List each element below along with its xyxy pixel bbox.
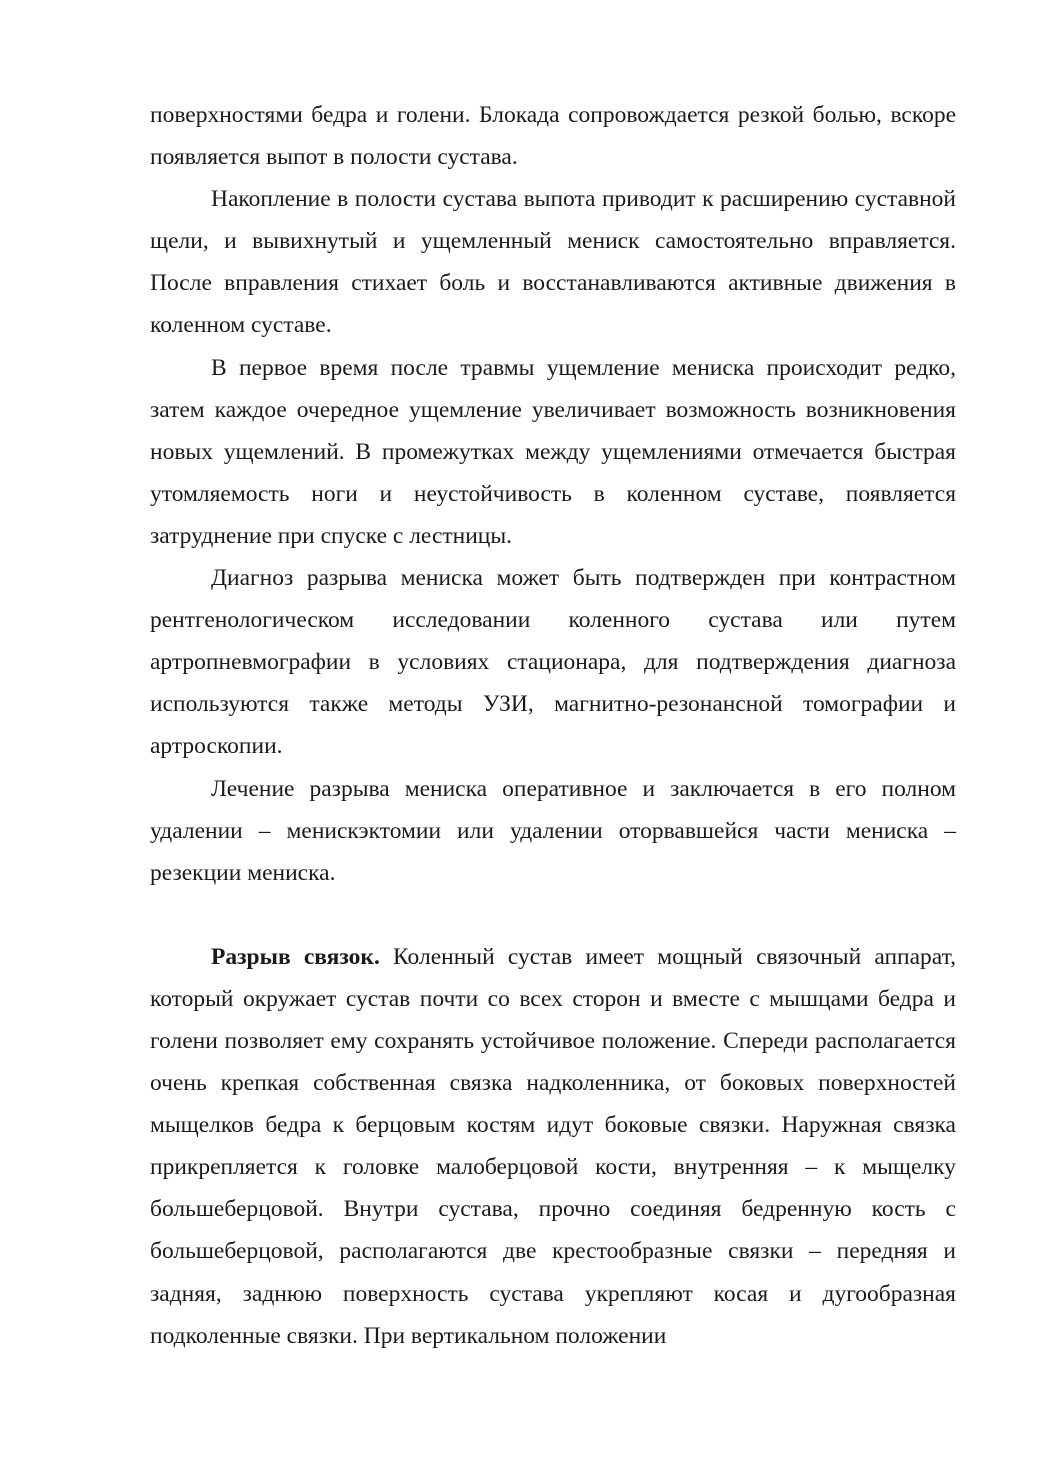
section-heading: Разрыв связок. <box>211 943 380 970</box>
paragraph-4: Диагноз разрыва мениска может быть подтвержден при контрастном рентгенологическом исследовании коленного сустава или путем артропневмографии в условиях стационара, для подтверждения диагноза используются также методы УЗИ, магнитно-резонансной томографии и артроскопии. <box>150 565 956 760</box>
section-text: Коленный сустав имеет мощный связочный аппарат, который окружает сустав почти со всех сторон и вместе с мышцами бедра и голени позволяет ему сохранять устойчивое положение. Спереди располагается очень крепкая собственная связка надколенника, от боковых поверхностей мыщелков бедра к берцовым костям идут боковые связки. Наружная связка прикрепляется к головке малоберцовой кости, внутренняя – к мыщелку большеберцовой. Внутри сустава, прочно соединяя бедренную кость с большеберцовой, располагаются две крестообразные связки – передняя и задняя, заднюю поверхность сустава укрепляют косая и дугообразная подколенные связки. При вертикальном положении <box>150 943 957 1349</box>
paragraph-2: Накопление в полости сустава выпота приводит к расширению суставной щели, и вывихнутый и ущемленный мениск самостоятельно вправляется. После вправления стихает боль и восстанавливаются активные движения в коленном суставе. <box>150 186 956 339</box>
paragraph-1: поверхностями бедра и голени. Блокада сопровождается резкой болью, вскоре появляется выпот в полости сустава. <box>150 102 956 171</box>
section-spacer <box>150 894 956 936</box>
paragraph-3: В первое время после травмы ущемление мениска происходит редко, затем каждое очередное ущемление увеличивает возможность возникновения новых ущемлений. В промежутках между ущемлениями отмечается быстрая утомляемость ноги и неустойчивость в коленном суставе, появляется затруднение при спуске с лестницы. <box>150 354 956 549</box>
document-page <box>150 94 956 1357</box>
paragraph-5: Лечение разрыва мениска оперативное и заключается в его полном удалении – менискэктомии или удалении оторвавшейся части мениска – резекции мениска. <box>150 775 956 886</box>
section-paragraph <box>150 936 956 1357</box>
